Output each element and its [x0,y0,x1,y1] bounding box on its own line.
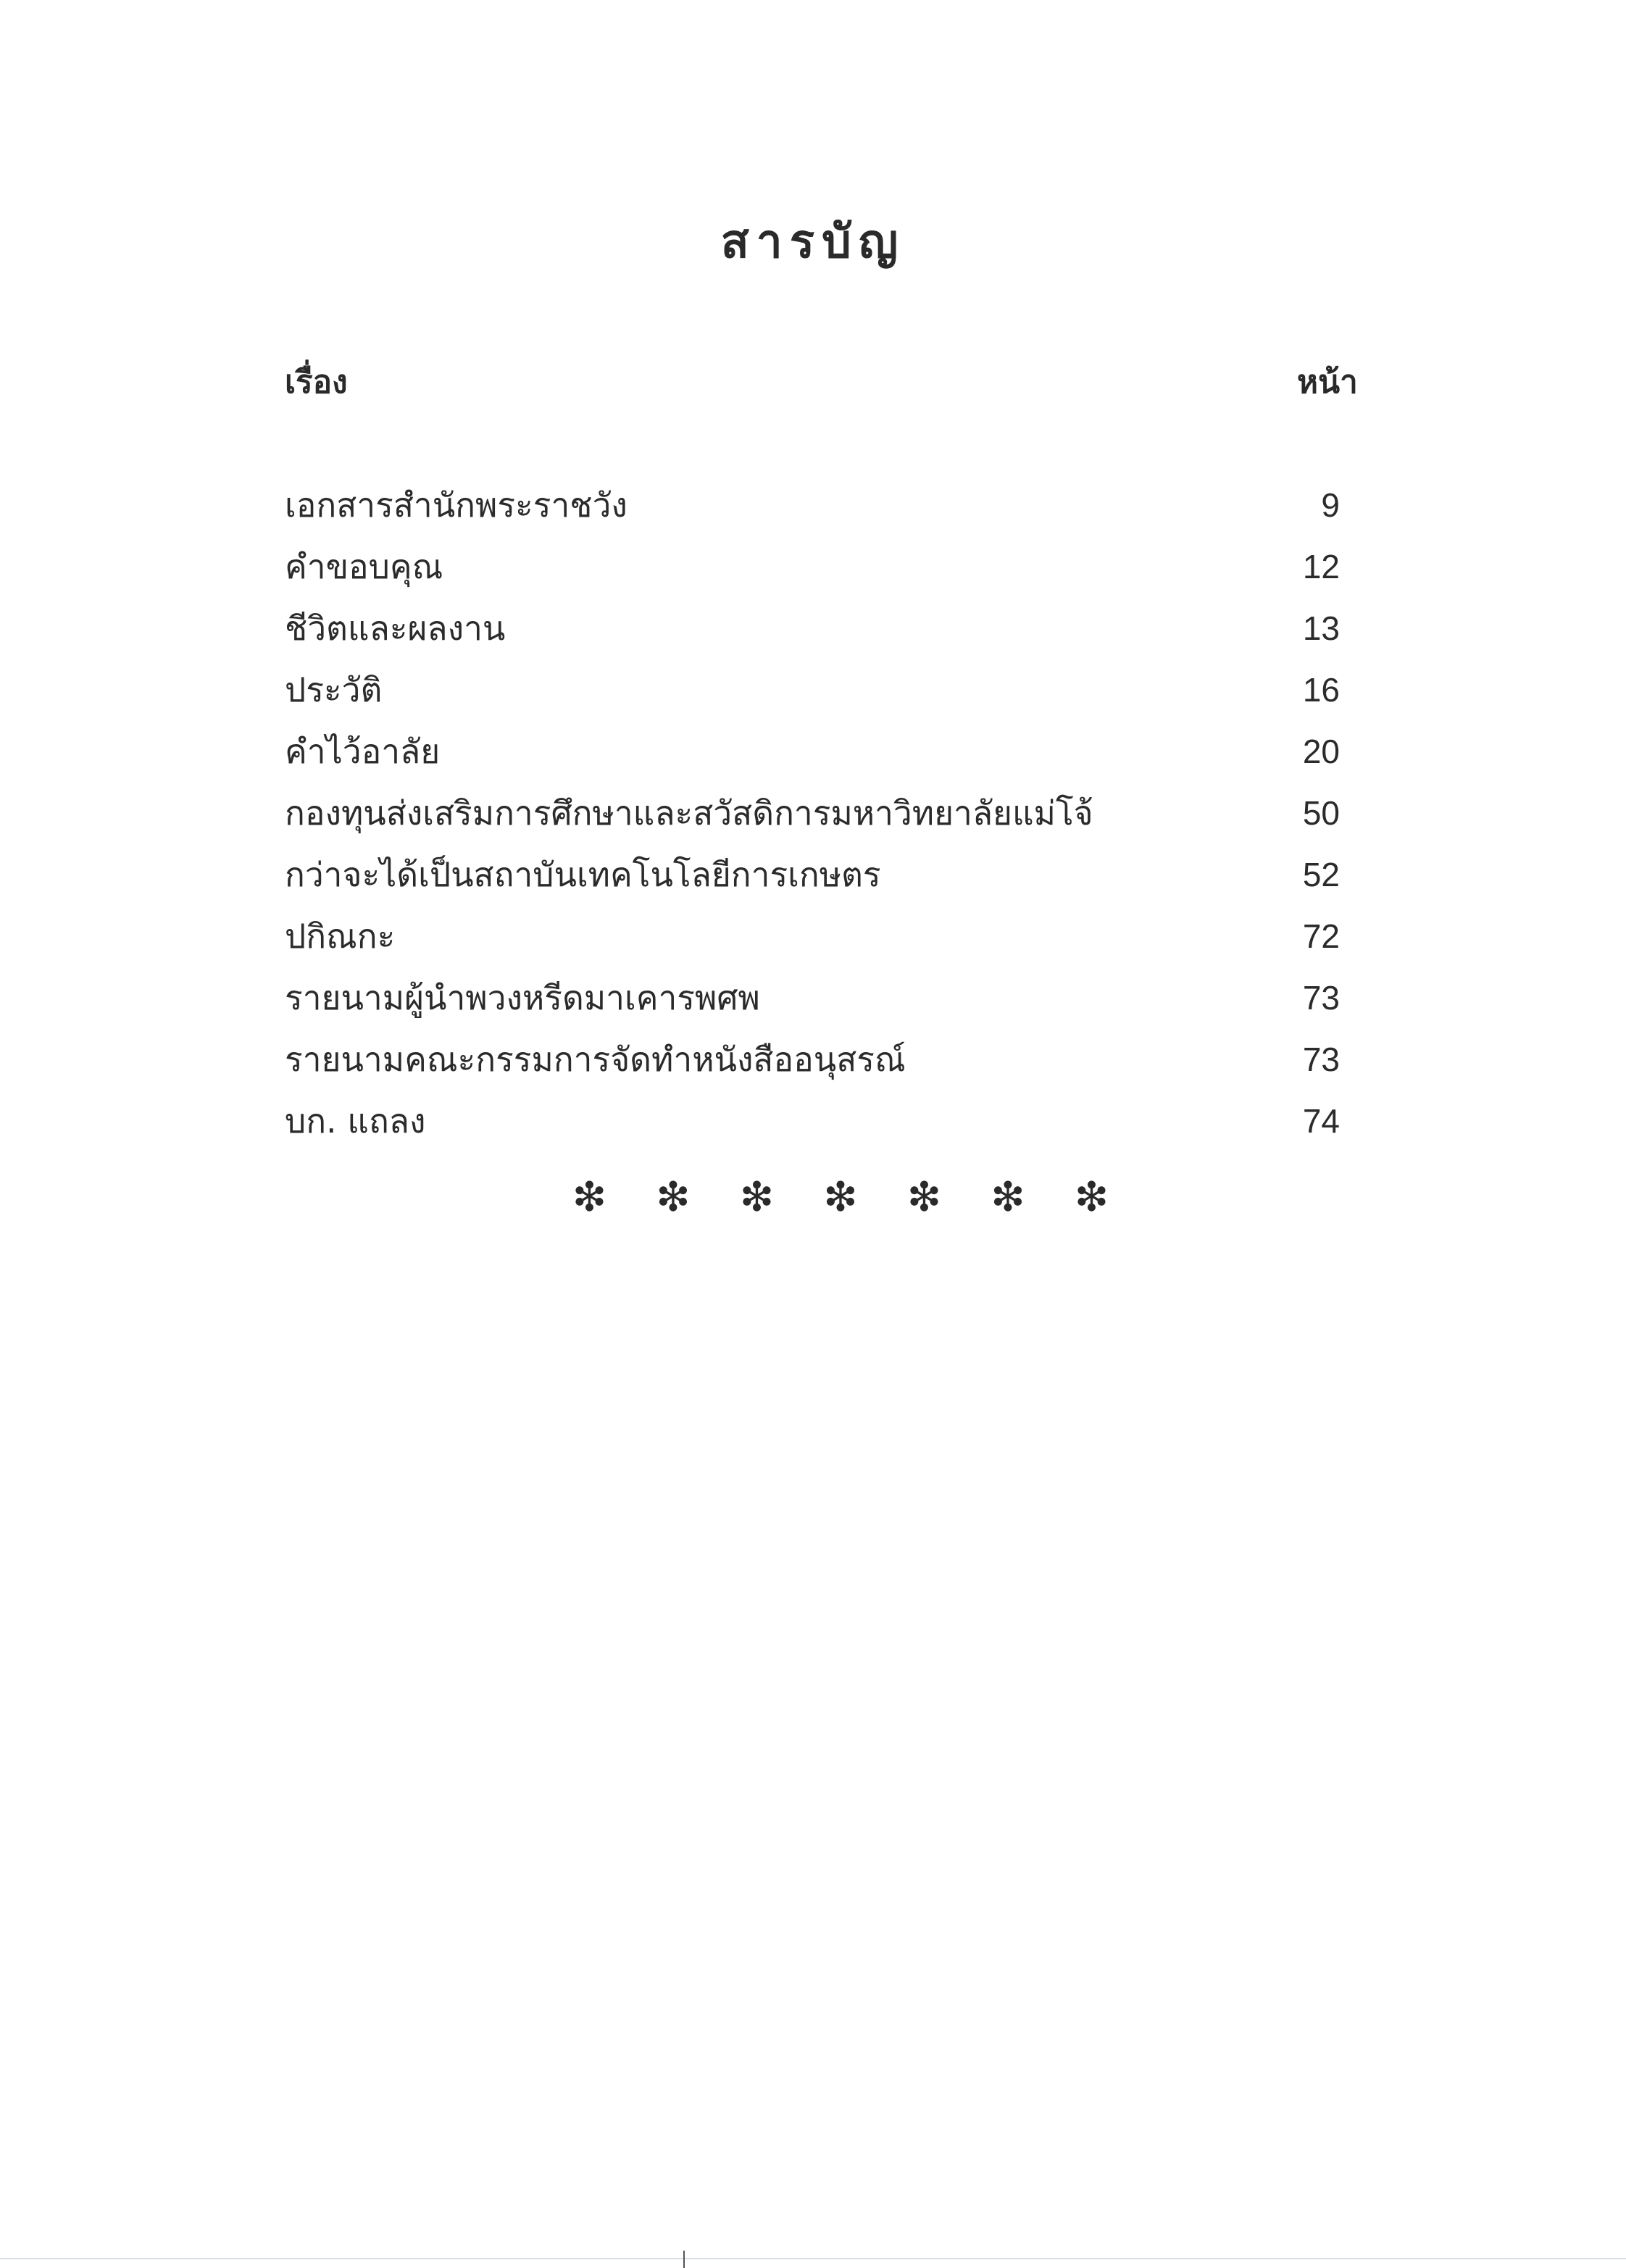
toc-entry-page: 52 [1302,856,1340,893]
toc-entry[interactable] [285,541,1350,603]
asterisk-ornament-icon: ❇ [572,1174,606,1221]
toc-entry-title: คำไว้อาลัย [285,732,441,771]
toc-entry-title: บก. แถลง [285,1101,426,1141]
toc-entry[interactable] [285,480,1350,541]
asterisk-ornament-icon: ❇ [907,1174,941,1221]
toc-entry-title: เอกสารสำนักพระราชวัง [285,485,628,525]
toc-entry[interactable] [285,603,1350,664]
subject-column-header: เรื่อง [285,364,348,401]
toc-entry-page: 12 [1302,548,1340,585]
toc-entry-title: รายนามผู้นำพวงหรีดมาเคารพศพ [285,978,760,1017]
toc-entry-page: 74 [1302,1102,1340,1140]
asterisk-ornament-icon: ❇ [656,1174,691,1221]
toc-entry[interactable] [285,911,1350,972]
page-column-header: หน้า [1297,364,1358,401]
toc-entry-title: กองทุนส่งเสริมการศึกษาและสวัสดิการมหาวิทยาลัยแม่โจ้ [285,793,1093,833]
toc-entry[interactable] [285,972,1350,1034]
toc-entry-title: รายนามคณะกรรมการจัดทำหนังสืออนุสรณ์ [285,1040,906,1079]
table-of-contents [285,480,1350,1157]
toc-entry-title: ประวัติ [285,670,383,709]
toc-entry-title: กว่าจะได้เป็นสถาบันเทคโนโลยีการเกษตร [285,855,881,894]
toc-entry-title: ชีวิตและผลงาน [285,609,506,648]
toc-entry-page: 13 [1302,609,1340,647]
toc-entry-page: 50 [1302,794,1340,832]
page-title: สารบัญ [720,215,906,269]
toc-entry-page: 20 [1302,733,1340,770]
toc-entry[interactable] [285,788,1350,849]
toc-entry-page: 73 [1302,1041,1340,1078]
asterisk-ornament-icon: ❇ [1075,1174,1109,1221]
toc-entry-page: 72 [1302,917,1340,955]
toc-entry-title: ปกิณกะ [285,917,396,956]
asterisk-ornament-icon: ❇ [991,1174,1025,1221]
toc-entry-page: 73 [1302,979,1340,1017]
asterisk-ornament-icon: ❇ [823,1174,858,1221]
toc-entry-page: 16 [1302,671,1340,709]
toc-entry-page: 9 [1321,486,1340,524]
toc-entry[interactable] [285,1034,1350,1096]
toc-entry-title: คำขอบคุณ [285,547,443,586]
toc-entry[interactable] [285,849,1350,911]
ornament-divider [572,1174,1109,1221]
toc-entry[interactable] [285,664,1350,726]
toc-entry[interactable] [285,1096,1350,1157]
scan-edge-line [0,2258,1626,2259]
asterisk-ornament-icon: ❇ [740,1174,774,1221]
scan-edge-tick [683,2251,685,2268]
toc-entry[interactable] [285,726,1350,788]
